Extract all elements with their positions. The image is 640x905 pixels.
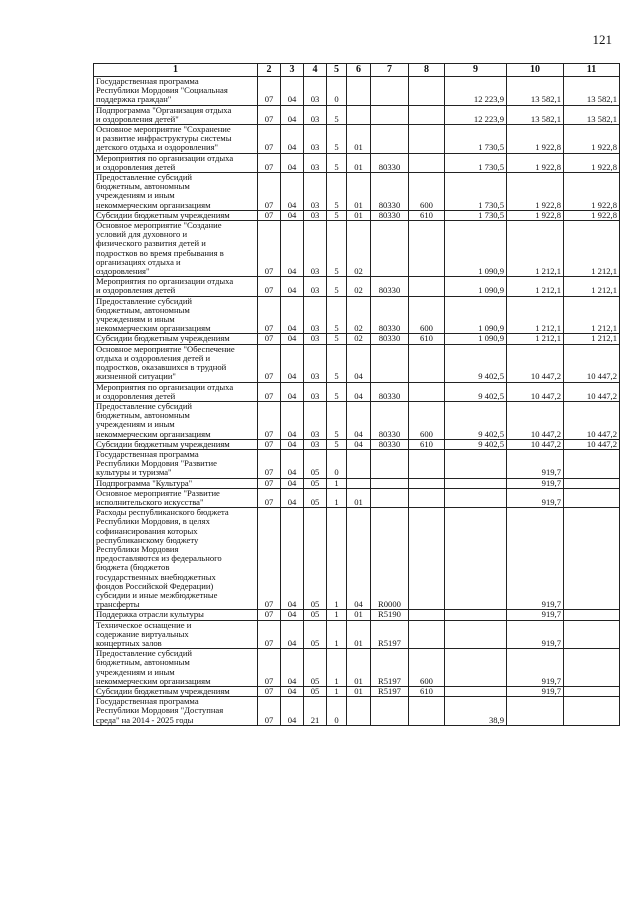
cell-c7 [371,77,409,106]
cell-v9: 1 730,5 [445,125,507,154]
cell-v10: 919,7 [507,610,564,620]
row-name-cell: Государственная программа Республики Мордовия "Доступная среда" на 2014 - 2025 годы [94,697,258,726]
cell-c8: 600 [409,401,445,439]
cell-c4: 05 [304,449,327,478]
table-header-row [94,64,620,77]
cell-c2: 07 [258,478,281,488]
cell-c3: 04 [281,620,304,649]
cell-v11: 1 212,1 [564,334,620,344]
cell-v10: 10 447,2 [507,382,564,401]
cell-v11: 13 582,1 [564,105,620,124]
cell-c7 [371,488,409,507]
cell-c2: 07 [258,334,281,344]
table-row [94,125,620,154]
cell-c4: 03 [304,382,327,401]
cell-c3: 04 [281,277,304,296]
row-name-cell: Основное мероприятие "Сохранение и развитие инфраструктуры системы детского отдыха и оздоровления" [94,125,258,154]
cell-c6: 01 [347,649,371,687]
cell-c4: 05 [304,649,327,687]
cell-v11 [564,697,620,726]
row-name-cell: Субсидии бюджетным учреждениям [94,439,258,449]
cell-c7: R0000 [371,508,409,610]
cell-c3: 04 [281,488,304,507]
table-row [94,488,620,507]
row-name-cell: Подпрограмма "Организация отдыха и оздоровления детей" [94,105,258,124]
table-row [94,449,620,478]
cell-v10: 919,7 [507,620,564,649]
cell-c7: 80330 [371,401,409,439]
table-row [94,334,620,344]
cell-v11: 1 922,8 [564,173,620,211]
cell-c5: 1 [327,488,347,507]
cell-c4: 03 [304,173,327,211]
cell-c8 [409,478,445,488]
cell-v10: 1 212,1 [507,221,564,277]
cell-c8: 600 [409,296,445,334]
cell-c7: R5197 [371,687,409,697]
cell-v11: 1 212,1 [564,277,620,296]
row-name-cell: Субсидии бюджетным учреждениям [94,687,258,697]
cell-v9 [445,488,507,507]
cell-c5: 5 [327,125,347,154]
cell-c5: 1 [327,508,347,610]
cell-v11: 1 922,8 [564,210,620,220]
cell-v11: 10 447,2 [564,382,620,401]
cell-c3: 04 [281,221,304,277]
cell-c4: 03 [304,153,327,172]
cell-v11 [564,649,620,687]
cell-v10: 1 212,1 [507,277,564,296]
cell-c6: 01 [347,610,371,620]
cell-c5: 0 [327,77,347,106]
table-row [94,649,620,687]
cell-c3: 04 [281,296,304,334]
cell-c6: 04 [347,508,371,610]
cell-c8 [409,221,445,277]
cell-c8 [409,620,445,649]
table-row [94,221,620,277]
cell-v11: 13 582,1 [564,77,620,106]
cell-c8 [409,508,445,610]
row-name-cell: Расходы республиканского бюджета Республики Мордовия, в целях софинансирования которых республиканскому бюджету Республики Мордовия предоставляются из федерального бюджета (бюджетов государственных внебюджетных фондов Российской Федерации) субсидии и иные межбюджетные трансферты [94,508,258,610]
cell-c6: 02 [347,296,371,334]
cell-c3: 04 [281,687,304,697]
cell-v11 [564,478,620,488]
cell-c2: 07 [258,697,281,726]
cell-c7: 80330 [371,439,409,449]
cell-c2: 07 [258,210,281,220]
cell-c3: 04 [281,125,304,154]
table-row [94,105,620,124]
cell-v10: 919,7 [507,478,564,488]
cell-c4: 05 [304,508,327,610]
cell-v9 [445,508,507,610]
cell-c6: 02 [347,334,371,344]
row-name-cell: Предоставление субсидий бюджетным, автономным учреждениям и иным некоммерческим организациям [94,649,258,687]
cell-c8 [409,344,445,382]
cell-c7 [371,125,409,154]
table-row [94,382,620,401]
cell-c6: 01 [347,153,371,172]
row-name-cell: Субсидии бюджетным учреждениям [94,334,258,344]
cell-c3: 04 [281,439,304,449]
cell-c5: 5 [327,105,347,124]
cell-c6: 01 [347,173,371,211]
row-name-cell: Субсидии бюджетным учреждениям [94,210,258,220]
row-name-cell: Мероприятия по организации отдыха и оздоровления детей [94,153,258,172]
cell-c4: 03 [304,210,327,220]
row-name-cell: Основное мероприятие "Создание условий для духовного и физического развития детей и подростков во время пребывания в организациях отдыха и оздоровления" [94,221,258,277]
cell-v10: 1 922,8 [507,153,564,172]
cell-v9: 38,9 [445,697,507,726]
cell-c8: 610 [409,687,445,697]
column-header-2: 2 [258,64,281,77]
row-name-cell: Мероприятия по организации отдыха и оздоровления детей [94,382,258,401]
cell-c8 [409,610,445,620]
cell-v11 [564,620,620,649]
row-name-cell: Техническое оснащение и содержание виртуальных концертных залов [94,620,258,649]
cell-c8: 610 [409,210,445,220]
cell-c2: 07 [258,77,281,106]
cell-v10: 1 922,8 [507,173,564,211]
cell-c8 [409,697,445,726]
cell-c6: 04 [347,382,371,401]
row-name-cell: Мероприятия по организации отдыха и оздоровления детей [94,277,258,296]
cell-c7: 80330 [371,382,409,401]
cell-c7: R5197 [371,620,409,649]
cell-c3: 04 [281,449,304,478]
cell-c6 [347,449,371,478]
cell-c6: 01 [347,210,371,220]
cell-v10: 1 212,1 [507,334,564,344]
cell-c2: 07 [258,620,281,649]
table-row [94,610,620,620]
table-row [94,173,620,211]
cell-v10: 10 447,2 [507,344,564,382]
column-header-9: 9 [445,64,507,77]
table-row [94,697,620,726]
cell-c2: 07 [258,382,281,401]
cell-c6: 02 [347,221,371,277]
cell-c3: 04 [281,610,304,620]
cell-v9: 1 090,9 [445,296,507,334]
cell-c2: 07 [258,449,281,478]
cell-v11: 10 447,2 [564,401,620,439]
table-row [94,77,620,106]
cell-v10: 919,7 [507,649,564,687]
cell-c8 [409,153,445,172]
cell-c4: 03 [304,344,327,382]
cell-c5: 5 [327,439,347,449]
cell-c5: 5 [327,221,347,277]
cell-c8 [409,125,445,154]
cell-c4: 03 [304,105,327,124]
cell-v10: 13 582,1 [507,77,564,106]
column-header-6: 6 [347,64,371,77]
table-row [94,439,620,449]
cell-v11: 1 922,8 [564,153,620,172]
table-body [94,77,620,726]
cell-c4: 03 [304,221,327,277]
cell-v9: 9 402,5 [445,344,507,382]
cell-c7 [371,478,409,488]
cell-v9 [445,610,507,620]
cell-v10 [507,697,564,726]
cell-c8 [409,449,445,478]
cell-c5: 5 [327,153,347,172]
cell-c7: 80330 [371,173,409,211]
cell-v9: 1 730,5 [445,210,507,220]
cell-c5: 1 [327,687,347,697]
cell-v11: 10 447,2 [564,439,620,449]
row-name-cell: Основное мероприятие "Обеспечение отдыха и оздоровления детей и подростков, оказавшихся в трудной жизненной ситуации" [94,344,258,382]
cell-v11 [564,687,620,697]
cell-c4: 05 [304,488,327,507]
cell-v9 [445,449,507,478]
cell-v9: 1 090,9 [445,221,507,277]
cell-c3: 04 [281,210,304,220]
row-name-cell: Государственная программа Республики Мордовия "Развитие культуры и туризма" [94,449,258,478]
cell-c6: 01 [347,687,371,697]
row-name-cell: Предоставление субсидий бюджетным, автономным учреждениям и иным некоммерческим организациям [94,296,258,334]
cell-c8: 600 [409,173,445,211]
cell-c3: 04 [281,508,304,610]
cell-c2: 07 [258,488,281,507]
cell-c3: 04 [281,344,304,382]
cell-c6: 01 [347,125,371,154]
cell-c3: 04 [281,173,304,211]
cell-v9 [445,649,507,687]
cell-v9: 12 223,9 [445,77,507,106]
cell-v9: 9 402,5 [445,382,507,401]
cell-v10: 919,7 [507,687,564,697]
cell-c2: 07 [258,221,281,277]
cell-c7: R5190 [371,610,409,620]
cell-c8: 610 [409,334,445,344]
cell-v10: 10 447,2 [507,439,564,449]
cell-c5: 5 [327,382,347,401]
page-number: 121 [592,32,612,47]
table-row [94,508,620,610]
cell-c8 [409,277,445,296]
cell-c2: 07 [258,439,281,449]
table-row [94,344,620,382]
cell-c4: 05 [304,687,327,697]
table-row [94,478,620,488]
cell-c4: 03 [304,439,327,449]
cell-c2: 07 [258,296,281,334]
row-name-cell: Поддержка отрасли культуры [94,610,258,620]
cell-c5: 5 [327,296,347,334]
row-name-cell: Основное мероприятие "Развитие исполнительского искусства" [94,488,258,507]
cell-c6: 01 [347,488,371,507]
cell-v10: 919,7 [507,488,564,507]
cell-c4: 21 [304,697,327,726]
cell-c5: 5 [327,210,347,220]
cell-c4: 03 [304,334,327,344]
cell-c3: 04 [281,105,304,124]
cell-c5: 0 [327,449,347,478]
cell-c5: 5 [327,334,347,344]
cell-c6 [347,77,371,106]
row-name-cell: Подпрограмма "Культура" [94,478,258,488]
cell-c8: 600 [409,649,445,687]
cell-c2: 07 [258,610,281,620]
cell-v10: 13 582,1 [507,105,564,124]
cell-c3: 04 [281,401,304,439]
row-name-cell: Государственная программа Республики Мордовия "Социальная поддержка граждан" [94,77,258,106]
cell-v9: 12 223,9 [445,105,507,124]
cell-c5: 1 [327,478,347,488]
cell-c5: 1 [327,649,347,687]
cell-c2: 07 [258,125,281,154]
cell-c4: 05 [304,620,327,649]
cell-v9 [445,478,507,488]
cell-c7 [371,697,409,726]
cell-c3: 04 [281,478,304,488]
cell-c2: 07 [258,401,281,439]
cell-c8 [409,488,445,507]
cell-c4: 03 [304,77,327,106]
cell-c7 [371,344,409,382]
budget-table [93,63,620,726]
cell-v11: 1 212,1 [564,296,620,334]
cell-v10: 1 922,8 [507,210,564,220]
column-header-8: 8 [409,64,445,77]
row-name-cell: Предоставление субсидий бюджетным, автономным учреждениям и иным некоммерческим организациям [94,401,258,439]
column-header-4: 4 [304,64,327,77]
cell-c6 [347,105,371,124]
cell-v10: 919,7 [507,508,564,610]
column-header-10: 10 [507,64,564,77]
cell-c5: 5 [327,401,347,439]
cell-c8 [409,382,445,401]
cell-c3: 04 [281,697,304,726]
cell-v9: 1 090,9 [445,334,507,344]
cell-v11: 10 447,2 [564,344,620,382]
cell-c3: 04 [281,153,304,172]
cell-c2: 07 [258,277,281,296]
cell-c3: 04 [281,334,304,344]
table-row [94,277,620,296]
cell-c4: 03 [304,296,327,334]
cell-c7: 80330 [371,153,409,172]
cell-c3: 04 [281,649,304,687]
cell-c6: 01 [347,620,371,649]
column-header-11: 11 [564,64,620,77]
column-header-7: 7 [371,64,409,77]
cell-c7: 80330 [371,334,409,344]
cell-v11 [564,488,620,507]
cell-v9: 1 730,5 [445,153,507,172]
table-row [94,296,620,334]
cell-v11 [564,610,620,620]
cell-c5: 0 [327,697,347,726]
cell-v10: 1 922,8 [507,125,564,154]
cell-c4: 03 [304,125,327,154]
cell-c5: 5 [327,173,347,211]
cell-c7: 80330 [371,296,409,334]
cell-c8 [409,105,445,124]
column-header-5: 5 [327,64,347,77]
cell-v10: 919,7 [507,449,564,478]
cell-c6: 04 [347,344,371,382]
cell-c2: 07 [258,173,281,211]
cell-v11 [564,449,620,478]
cell-v9 [445,687,507,697]
cell-c2: 07 [258,153,281,172]
cell-c8 [409,77,445,106]
cell-c6 [347,478,371,488]
cell-v10: 10 447,2 [507,401,564,439]
column-header-3: 3 [281,64,304,77]
table-row [94,153,620,172]
cell-c4: 03 [304,277,327,296]
cell-c2: 07 [258,649,281,687]
table-row [94,687,620,697]
cell-c6: 02 [347,277,371,296]
cell-c5: 5 [327,277,347,296]
cell-c3: 04 [281,382,304,401]
cell-v10: 1 212,1 [507,296,564,334]
cell-v9: 9 402,5 [445,439,507,449]
cell-c6: 04 [347,401,371,439]
cell-c2: 07 [258,105,281,124]
cell-c2: 07 [258,344,281,382]
cell-v11 [564,508,620,610]
cell-v11: 1 922,8 [564,125,620,154]
table-row [94,620,620,649]
cell-c4: 05 [304,478,327,488]
cell-c3: 04 [281,77,304,106]
table-row [94,401,620,439]
cell-c7: R5197 [371,649,409,687]
cell-c4: 03 [304,401,327,439]
cell-v9 [445,620,507,649]
cell-c7 [371,221,409,277]
column-header-1: 1 [94,64,258,77]
cell-c7: 80330 [371,277,409,296]
cell-c4: 05 [304,610,327,620]
cell-c2: 07 [258,508,281,610]
cell-c7 [371,105,409,124]
cell-v9: 1 090,9 [445,277,507,296]
cell-c8: 610 [409,439,445,449]
cell-c6 [347,697,371,726]
cell-c7: 80330 [371,210,409,220]
row-name-cell: Предоставление субсидий бюджетным, автономным учреждениям и иным некоммерческим организациям [94,173,258,211]
cell-v11: 1 212,1 [564,221,620,277]
cell-c5: 1 [327,620,347,649]
cell-c5: 1 [327,610,347,620]
cell-c5: 5 [327,344,347,382]
cell-v9: 1 730,5 [445,173,507,211]
cell-c7 [371,449,409,478]
cell-c2: 07 [258,687,281,697]
cell-c6: 04 [347,439,371,449]
cell-v9: 9 402,5 [445,401,507,439]
table-row [94,210,620,220]
